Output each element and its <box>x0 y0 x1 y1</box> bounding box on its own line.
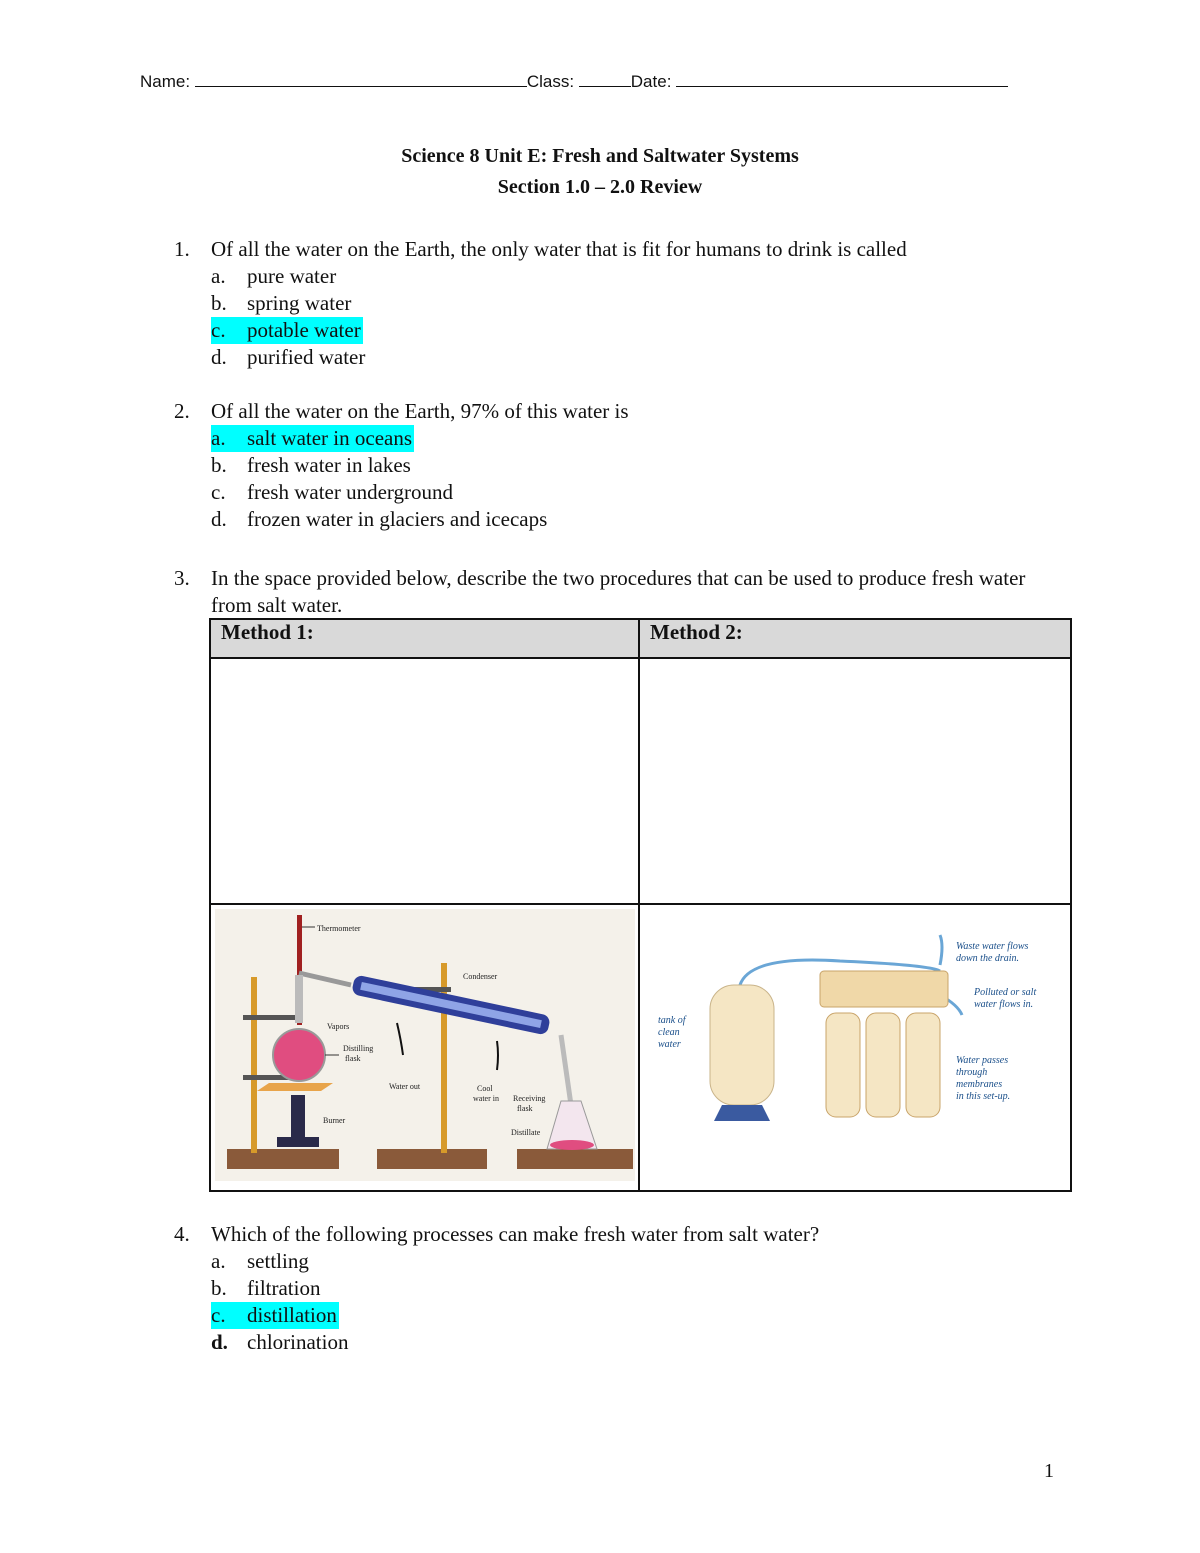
option-4c-answer-highlight[interactable]: c. distillation <box>211 1303 337 1327</box>
filter-cartridge-3-icon <box>906 1013 940 1117</box>
label-passes-2: through <box>956 1067 988 1078</box>
distillation-figure-cell <box>210 904 639 1191</box>
stand-base-left <box>227 1149 339 1169</box>
label-polluted-1: Polluted or salt <box>974 987 1037 998</box>
option-2b[interactable]: b. fresh water in lakes <box>211 453 411 477</box>
label-waste-1: Waste water flows <box>956 941 1029 952</box>
class-label: Class: <box>526 72 575 91</box>
method-2-header: Method 2: <box>639 619 1071 658</box>
option-1d[interactable]: d. purified water <box>211 345 366 369</box>
option-2d[interactable]: d. frozen water in glaciers and icecaps <box>211 507 548 531</box>
option-1c-answer-highlight[interactable]: c. potable water <box>211 318 361 342</box>
question-stem: Which of the following processes can make fresh water from salt water? <box>211 1222 820 1246</box>
reverse-osmosis-filter-figure <box>640 905 1070 1185</box>
label-receiving: Receiving <box>513 1094 546 1103</box>
question-number: 3. <box>174 566 190 590</box>
clean-water-tank-icon <box>710 985 774 1105</box>
label-flask: flask <box>345 1054 361 1063</box>
document-title: Science 8 Unit E: Fresh and Saltwater Systems <box>401 145 799 167</box>
name-label: Name: <box>140 72 191 91</box>
option-1b[interactable]: b. spring water <box>211 291 352 315</box>
name-blank[interactable] <box>195 72 527 87</box>
label-passes-1: Water passes <box>956 1055 1009 1066</box>
class-blank[interactable] <box>579 72 631 87</box>
option-4d[interactable]: d. chlorination <box>211 1330 349 1354</box>
option-2a-answer-highlight[interactable]: a. salt water in oceans <box>211 426 413 450</box>
label-passes-3: membranes <box>956 1079 1003 1090</box>
date-label: Date: <box>630 72 672 91</box>
question-stem: Of all the water on the Earth, the only water that is fit for humans to drink is called <box>211 237 907 261</box>
label-thermometer: Thermometer <box>317 924 361 933</box>
filter-cartridge-2-icon <box>866 1013 900 1117</box>
label-receiving-flask: flask <box>517 1104 533 1113</box>
label-vapors: Vapors <box>327 1022 350 1031</box>
label-tank-1: tank of <box>658 1015 686 1026</box>
label-burner: Burner <box>323 1116 346 1125</box>
distilling-flask-icon <box>273 1029 325 1081</box>
option-4b[interactable]: b. filtration <box>211 1276 321 1300</box>
distillation-apparatus-figure <box>211 905 638 1185</box>
question-stem: In the space provided below, describe the two procedures that can be used to produce fresh water from salt water. <box>211 566 1026 617</box>
filter-cartridge-1-icon <box>826 1013 860 1117</box>
label-tank-3: water <box>658 1039 681 1050</box>
label-water-out: Water out <box>389 1082 421 1091</box>
page-number: 1 <box>1044 1460 1054 1482</box>
student-info-line <box>140 72 1040 92</box>
option-4a[interactable]: a. settling <box>211 1249 309 1273</box>
document-subtitle: Section 1.0 – 2.0 Review <box>497 176 703 198</box>
label-waste-2: down the drain. <box>956 953 1020 964</box>
date-blank[interactable] <box>676 72 1008 87</box>
stand-base-middle <box>377 1149 487 1169</box>
burner-icon <box>291 1095 305 1139</box>
option-2c[interactable]: c. fresh water underground <box>211 480 454 504</box>
label-tank-2: clean <box>658 1027 680 1038</box>
method-1-header: Method 1: <box>210 619 639 658</box>
filter-manifold-icon <box>820 971 948 1007</box>
reverse-osmosis-figure-cell <box>639 904 1071 1191</box>
stand-base-right <box>517 1149 633 1169</box>
label-distilling: Distilling <box>343 1044 374 1053</box>
label-condenser: Condenser <box>463 972 498 981</box>
label-water-in: water in <box>473 1094 499 1103</box>
method-2-answer-area[interactable] <box>639 658 1071 904</box>
question-number: 1. <box>174 237 190 261</box>
question-stem: Of all the water on the Earth, 97% of this water is <box>211 399 629 423</box>
question-number: 2. <box>174 399 190 423</box>
label-polluted-2: water flows in. <box>974 999 1034 1010</box>
question-number: 4. <box>174 1222 190 1246</box>
option-1a[interactable]: a. pure water <box>211 264 337 288</box>
label-passes-4: in this set-up. <box>956 1091 1011 1102</box>
stand-rod-left <box>251 977 257 1153</box>
label-distillate: Distillate <box>511 1128 541 1137</box>
label-cool: Cool <box>477 1084 493 1093</box>
methods-table <box>209 618 1072 1192</box>
method-1-answer-area[interactable] <box>210 658 639 904</box>
